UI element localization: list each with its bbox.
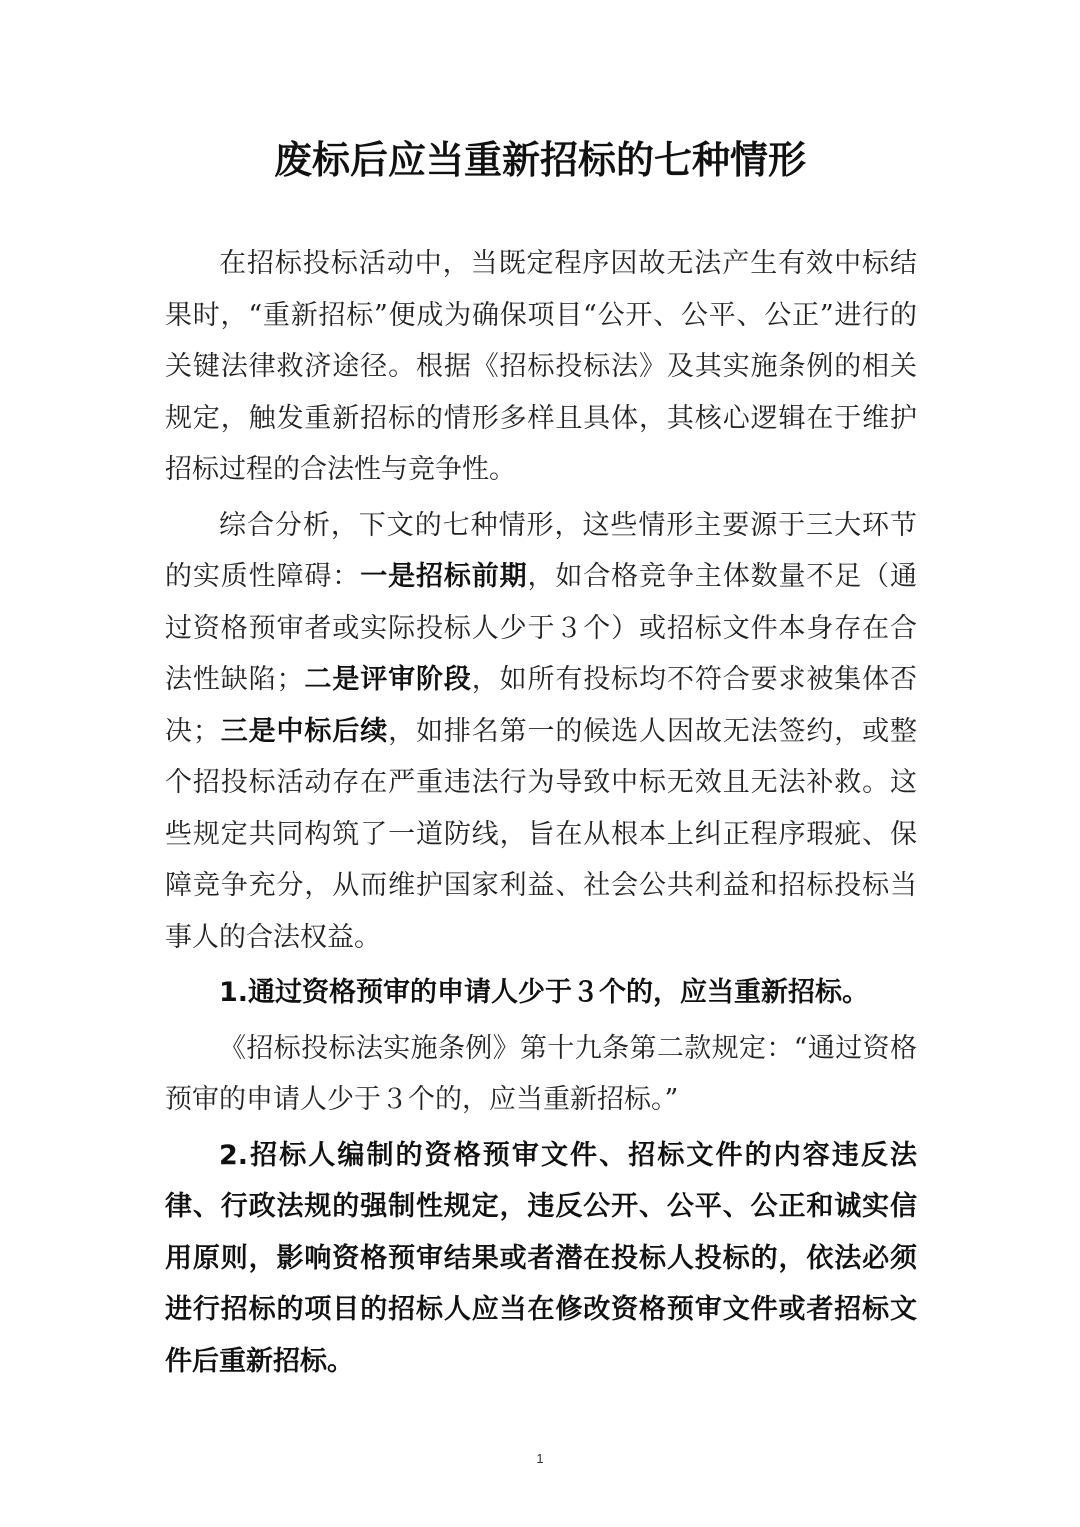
item-2-heading: 2.招标人编制的资格预审文件、招标文件的内容违反法律、行政法规的强制性规定，违反公开、公平、公正和诚实信用原则，影响资格预审结果或者潜在投标人投标的，依法必须进行招标的项目的招标人应当在修改资格预审文件或者招标文件后重新招标。 [165,1139,917,1377]
document-title: 废标后应当重新招标的七种情形 [273,138,806,182]
item-1-body: 《招标投标法实施条例》第十九条第二款规定：“通过资格预审的申请人少于３个的，应当重新招标。” [165,1032,917,1115]
analysis-text-1: 综合分析，下文的七种情形，这些情形主要源于三大环节的实质性障碍： [165,509,917,592]
analysis-text-4: ，如排名第一的候选人因故无法签约，或整个招投标活动存在严重违法行为导致中标无效且无法补救。这些规定共同构筑了一道防线，旨在从根本上纠正程序瑕疵、保障竞争充分，从而维护国家利益、社会公共利益和招标投标当事人的合法权益。 [165,715,918,953]
item-1-heading: 1.通过资格预审的申请人少于３个的，应当重新招标。 [219,977,870,1008]
analysis-text-2: ，如合格竞争主体数量不足（通过资格预审者或实际投标人少于３个）或招标文件本身存在合法性缺陷； [165,561,918,695]
page-number: 1 [536,1451,544,1466]
intro-paragraph: 在招标投标活动中，当既定程序因故无法产生有效中标结果时，“重新招标”便成为确保项目“公开、公平、公正”进行的关键法律救济途径。根据《招标投标法》及其实施条例的相关规定，触发重新招标的情形多样且具体，其核心逻辑在于维护招标过程的合法性与竞争性。 [165,248,917,485]
document-body [165,238,917,1387]
stage-2-label: 二是评审阶段 [303,664,472,695]
stage-3-label: 三是中标后续 [219,715,389,747]
analysis-text-3: ，如所有投标均不符合要求被集体否决； [165,664,918,747]
stage-1-label: 一是招标前期 [360,561,528,592]
analysis-paragraph [165,500,917,964]
